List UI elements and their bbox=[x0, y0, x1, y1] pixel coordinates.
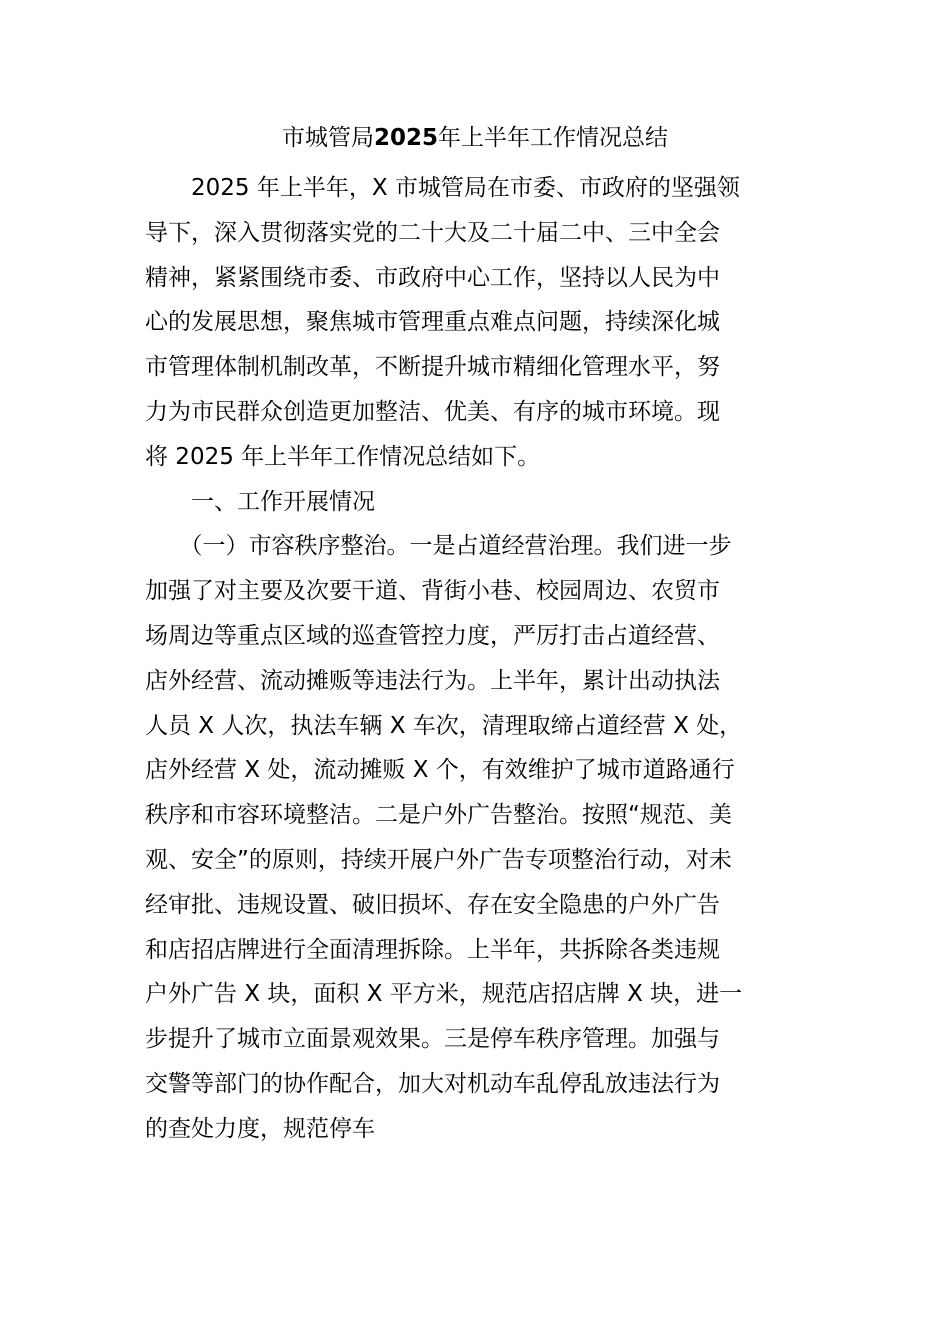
title-prefix: 市城管局 bbox=[281, 125, 374, 151]
body-line: 经审批、违规设置、破旧损坏、存在安全隐患的户外广告 bbox=[145, 891, 720, 918]
body-line: 店外经营 X 处，流动摊贩 X 个，有效维护了城市道路通行 bbox=[145, 757, 735, 784]
body-line: 2025 年上半年，X 市城管局在市委、市政府的坚强领 bbox=[145, 175, 740, 201]
body-line: 的查处力度，规范停车 bbox=[145, 1115, 375, 1142]
title-year: 2025 bbox=[373, 125, 438, 151]
body-line: 店外经营、流动摊贩等违法行为。上半年，累计出动执法 bbox=[145, 667, 720, 694]
body-line: 将 2025 年上半年工作情况总结如下。 bbox=[145, 443, 541, 470]
title-suffix: 年上半年工作情况总结 bbox=[438, 125, 668, 151]
document-body bbox=[145, 166, 825, 1152]
body-line: 户外广告 X 块，面积 X 平方米，规范店招店牌 X 块，进一 bbox=[145, 981, 743, 1008]
document-title bbox=[0, 120, 950, 156]
body-line: 和店招店牌进行全面清理拆除。上半年，共拆除各类违规 bbox=[145, 936, 720, 963]
body-line: 交警等部门的协作配合，加大对机动车乱停乱放违法行为 bbox=[145, 1070, 720, 1097]
body-line: 精神，紧紧围绕市委、市政府中心工作，坚持以人民为中 bbox=[145, 264, 720, 291]
body-line: 步提升了城市立面景观效果。三是停车秩序管理。加强与 bbox=[145, 1026, 720, 1053]
body-line: 人员 X 人次，执法车辆 X 车次，清理取缔占道经营 X 处， bbox=[145, 712, 743, 739]
body-line: 加强了对主要及次要干道、背街小巷、校园周边、农贸市 bbox=[145, 578, 720, 605]
body-line: 力为市民群众创造更加整洁、优美、有序的城市环境。现 bbox=[145, 398, 720, 425]
body-line: 场周边等重点区域的巡查管控力度，严厉打击占道经营、 bbox=[145, 622, 720, 649]
body-line: （一）市容秩序整治。一是占道经营治理。我们进一步 bbox=[145, 533, 732, 560]
body-line: 秩序和市容环境整洁。二是户外广告整治。按照“规范、美 bbox=[145, 802, 732, 829]
body-line: 心的发展思想，聚焦城市管理重点难点问题，持续深化城 bbox=[145, 309, 720, 336]
body-line: 观、安全”的原则，持续开展户外广告专项整治行动，对未 bbox=[145, 846, 732, 873]
body-line: 市管理体制机制改革，不断提升城市精细化管理水平，努 bbox=[145, 354, 720, 381]
body-line: 导下，深入贯彻落实党的二十大及二十届二中、三中全会 bbox=[145, 219, 720, 246]
section-heading: 一、工作开展情况 bbox=[145, 488, 375, 515]
